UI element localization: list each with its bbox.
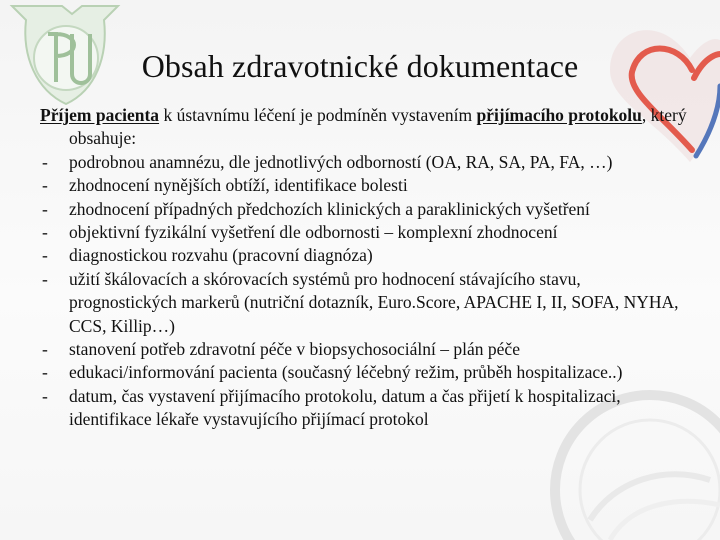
list-item [40,244,690,267]
bullet-text: stanovení potřeb zdravotní péče v biopsychosociální – plán péče [69,339,520,360]
list-item [40,198,690,221]
slide-title: Obsah zdravotnické dokumentace [141,48,579,84]
bullet-dash: - [42,268,48,289]
list-item [40,385,690,432]
bullet-dash: - [42,222,48,243]
list-item [40,338,690,361]
list-item [40,151,690,174]
list-item [40,221,690,244]
intro-text-end: , který obsahuje: [69,105,687,149]
bullet-dash: - [42,245,48,266]
bullet-dash: - [42,175,48,196]
bullet-dash: - [42,339,48,360]
bullet-dash: - [42,151,48,172]
bullet-text: datum, čas vystavení přijímacího protokolu, datum a čas přijetí k hospitalizaci, identifikace lékaře vystavujícího přijímací protokol [69,385,621,430]
intro-protocol: přijímacího protokolu [476,105,642,125]
intro-lead: Příjem pacienta [40,105,160,125]
bullet-text: užití škálovacích a skórovacích systémů pro hodnocení stávajícího stavu, prognostických markerů (nutriční dotazník, Euro.Score, APACHE I, II, SOFA, NYHA, CCS, Killip…) [69,268,679,336]
bullet-text: zhodnocení nynějších obtíží, identifikace bolesti [69,175,408,196]
bullet-text: edukaci/informování pacienta (současný léčebný režim, průběh hospitalizace..) [69,362,623,383]
intro-text: k ústavnímu léčení je podmíněn vystavením [159,105,477,125]
list-item [40,268,690,338]
bullet-text: objektivní fyzikální vyšetření dle odbornosti – komplexní zhodnocení [69,222,558,243]
bullet-dash: - [42,362,48,383]
bullet-dash: - [42,198,48,219]
slide-content [40,104,690,432]
intro-paragraph [40,104,690,151]
bullet-dash: - [42,385,48,406]
list-item [40,174,690,197]
bullet-text: diagnostickou rozvahu (pracovní diagnóza) [69,245,373,266]
bullet-text: zhodnocení případných předchozích klinických a paraklinických vyšetření [69,198,590,219]
list-item [40,361,690,384]
bullet-list [40,151,690,432]
bullet-text: podrobnou anamnézu, dle jednotlivých odborností (OA, RA, SA, PA, FA, …) [69,151,613,172]
